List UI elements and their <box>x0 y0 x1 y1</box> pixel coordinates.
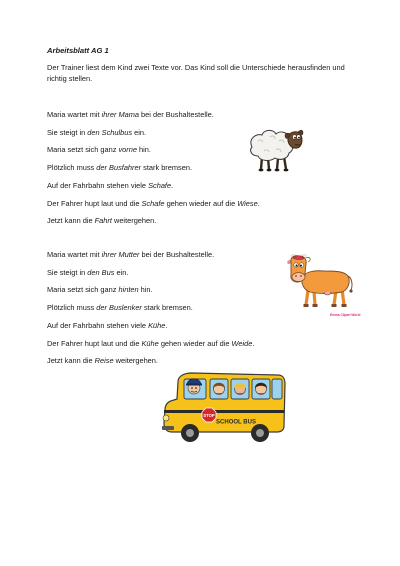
story-2-line <box>47 285 153 294</box>
highlighted-word: Kühe <box>141 338 159 348</box>
highlighted-word: Fahrt <box>94 216 112 226</box>
line-text: stark bremsen. <box>141 163 193 173</box>
line-text: Der Fahrer hupt laut und die <box>47 198 142 208</box>
line-text: . <box>171 180 174 190</box>
story-1-line <box>47 145 151 154</box>
line-text: Jetzt kann die <box>47 356 95 366</box>
line-text: Auf der Fahrbahn stehen viele <box>47 180 149 190</box>
line-text: . <box>257 198 260 208</box>
line-text: Auf der Fahrbahn stehen viele <box>47 320 149 330</box>
highlighted-word: Wiese <box>237 198 258 208</box>
highlighted-word: ihrer Mutter <box>101 250 140 259</box>
highlighted-word: der Busfahrer <box>96 163 142 173</box>
story-2-line <box>47 321 167 330</box>
line-text: ein. <box>114 267 129 277</box>
highlighted-word: hinten <box>118 285 139 295</box>
line-text: Maria wartet mit <box>47 250 102 259</box>
line-text: weitergehen. <box>113 356 158 366</box>
story-1-line <box>47 199 260 208</box>
highlighted-word: Kühe <box>148 320 166 330</box>
sheep-illustration <box>246 123 304 173</box>
line-text: Maria setzt sich ganz <box>47 145 119 155</box>
highlighted-word: den Schulbus <box>87 127 133 137</box>
line-text: Maria setzt sich ganz <box>47 285 119 295</box>
line-text: bei der Bushaltestelle. <box>139 250 215 259</box>
stop-sign-label: STOP <box>203 413 215 418</box>
highlighted-word: vorne <box>118 145 137 155</box>
line-text: hin. <box>136 145 151 155</box>
highlighted-word: Schafe <box>141 198 165 208</box>
image-credit-text: Emma Clipart World <box>330 313 361 317</box>
story-2-line <box>47 250 214 259</box>
story-1-line <box>47 163 192 172</box>
line-text: Plötzlich muss <box>47 163 97 173</box>
line-text: . <box>165 320 168 330</box>
story-2-line <box>47 268 128 277</box>
story-1-line <box>47 110 214 119</box>
line-text: bei der Bushaltestelle. <box>139 110 214 119</box>
story-2-line <box>47 303 193 312</box>
worksheet-title: Arbeitsblatt AG 1 <box>47 46 109 55</box>
line-text: . <box>252 338 255 348</box>
highlighted-word: ihrer Mama <box>101 110 139 119</box>
school-bus-label: SCHOOL BUS <box>216 419 256 426</box>
line-text: Sie steigt in <box>47 267 88 277</box>
line-text: stark bremsen. <box>141 303 193 313</box>
highlighted-word: Weide <box>231 338 253 348</box>
line-text: Maria wartet mit <box>47 110 102 119</box>
line-text: gehen wieder auf die <box>164 198 238 208</box>
line-text: Der Fahrer hupt laut und die <box>47 338 142 348</box>
story-1-line <box>47 128 146 137</box>
line-text: Plötzlich muss <box>47 303 97 313</box>
line-text: weitergehen. <box>111 216 157 226</box>
highlighted-word: Schafe <box>148 180 172 190</box>
story-2-line <box>47 356 158 365</box>
cow-illustration <box>284 252 356 310</box>
story-1-line <box>47 216 156 225</box>
line-text: hin. <box>138 285 153 295</box>
story-2-line <box>47 339 254 348</box>
highlighted-word: Reise <box>94 356 114 366</box>
highlighted-word: der Buslenker <box>96 303 142 313</box>
line-text: gehen wieder auf die <box>158 338 232 348</box>
story-1-line <box>47 181 173 190</box>
worksheet-instructions: Der Trainer liest dem Kind zwei Texte vor. Das Kind soll die Unterschiede herausfinden und richtig stellen. <box>47 63 345 83</box>
line-text: Sie steigt in <box>47 127 88 137</box>
image-credit <box>330 313 360 317</box>
highlighted-word: den Bus <box>87 267 115 277</box>
line-text: Jetzt kann die <box>47 216 95 226</box>
school-bus-illustration <box>160 366 288 446</box>
line-text: ein. <box>132 127 147 137</box>
